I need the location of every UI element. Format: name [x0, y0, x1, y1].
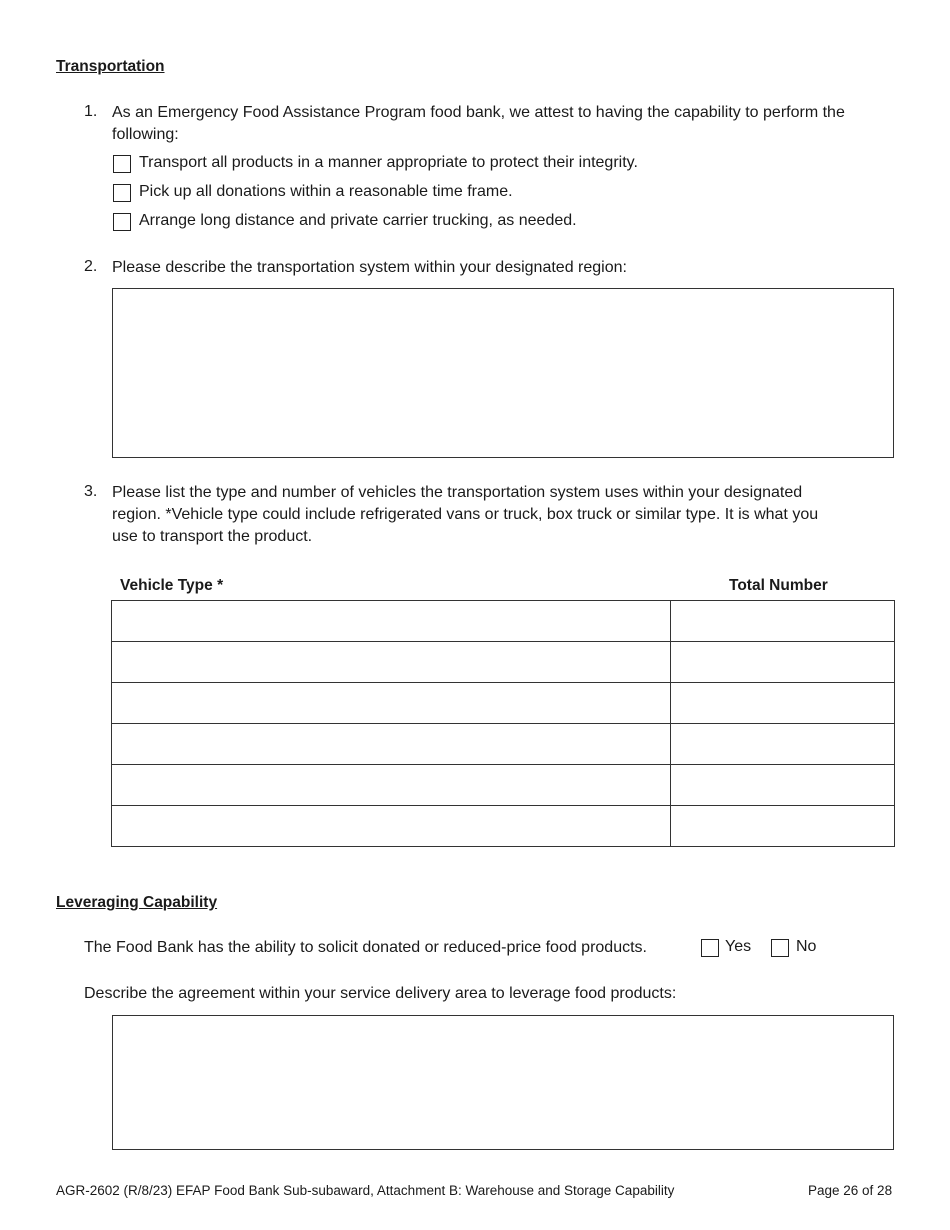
footer-page-number: Page 26 of 28	[808, 1183, 893, 1198]
question-1-text-line1: As an Emergency Food Assistance Program food bank, we attest to having the capability to perform the	[112, 104, 845, 121]
footer-form-id: AGR-2602 (R/8/23) EFAP Food Bank Sub-subaward, Attachment B: Warehouse and Storage Capability	[56, 1183, 675, 1198]
vehicle-type-cell[interactable]	[112, 806, 671, 847]
long-distance-trucking-checkbox[interactable]	[113, 213, 131, 231]
table-row	[112, 806, 895, 847]
total-number-cell[interactable]	[671, 601, 895, 642]
total-number-column-header: Total Number	[729, 577, 828, 594]
leveraging-no-checkbox[interactable]	[771, 939, 789, 957]
vehicle-type-cell[interactable]	[112, 765, 671, 806]
question-2-text: Please describe the transportation system within your designated region:	[112, 259, 627, 276]
pickup-donations-label: Pick up all donations within a reasonable time frame.	[139, 183, 513, 200]
table-row	[112, 683, 895, 724]
table-row	[112, 642, 895, 683]
vehicle-table	[111, 600, 895, 847]
question-3-number: 3.	[84, 483, 98, 500]
total-number-cell[interactable]	[671, 724, 895, 765]
leveraging-no-label: No	[796, 938, 817, 955]
transportation-system-textarea[interactable]	[112, 288, 894, 458]
vehicle-type-cell[interactable]	[112, 683, 671, 724]
transport-integrity-label: Transport all products in a manner appropriate to protect their integrity.	[139, 154, 638, 171]
leveraging-yes-checkbox[interactable]	[701, 939, 719, 957]
transportation-heading: Transportation	[56, 58, 165, 75]
transport-integrity-checkbox[interactable]	[113, 155, 131, 173]
vehicle-type-cell[interactable]	[112, 642, 671, 683]
question-1-number: 1.	[84, 103, 98, 120]
question-3-text-line2: region. *Vehicle type could include refrigerated vans or truck, box truck or similar type. It is what you	[112, 506, 819, 523]
total-number-cell[interactable]	[671, 683, 895, 724]
leveraging-yes-label: Yes	[725, 938, 752, 955]
vehicle-type-cell[interactable]	[112, 724, 671, 765]
total-number-cell[interactable]	[671, 806, 895, 847]
table-row	[112, 724, 895, 765]
long-distance-trucking-label: Arrange long distance and private carrier trucking, as needed.	[139, 212, 577, 229]
total-number-cell[interactable]	[671, 642, 895, 683]
vehicle-type-cell[interactable]	[112, 601, 671, 642]
leveraging-statement: The Food Bank has the ability to solicit donated or reduced-price food products.	[84, 939, 647, 956]
question-3-text-line3: use to transport the product.	[112, 528, 313, 545]
leveraging-agreement-textarea[interactable]	[112, 1015, 894, 1150]
total-number-cell[interactable]	[671, 765, 895, 806]
question-1-text-line2: following:	[112, 126, 179, 143]
question-3-text-line1: Please list the type and number of vehicles the transportation system uses within your designated	[112, 484, 803, 501]
question-2-number: 2.	[84, 258, 98, 275]
leveraging-describe-prompt: Describe the agreement within your service delivery area to leverage food products:	[84, 985, 677, 1002]
table-row	[112, 765, 895, 806]
leveraging-heading: Leveraging Capability	[56, 894, 218, 911]
vehicle-type-column-header: Vehicle Type *	[120, 577, 224, 594]
pickup-donations-checkbox[interactable]	[113, 184, 131, 202]
table-row	[112, 601, 895, 642]
